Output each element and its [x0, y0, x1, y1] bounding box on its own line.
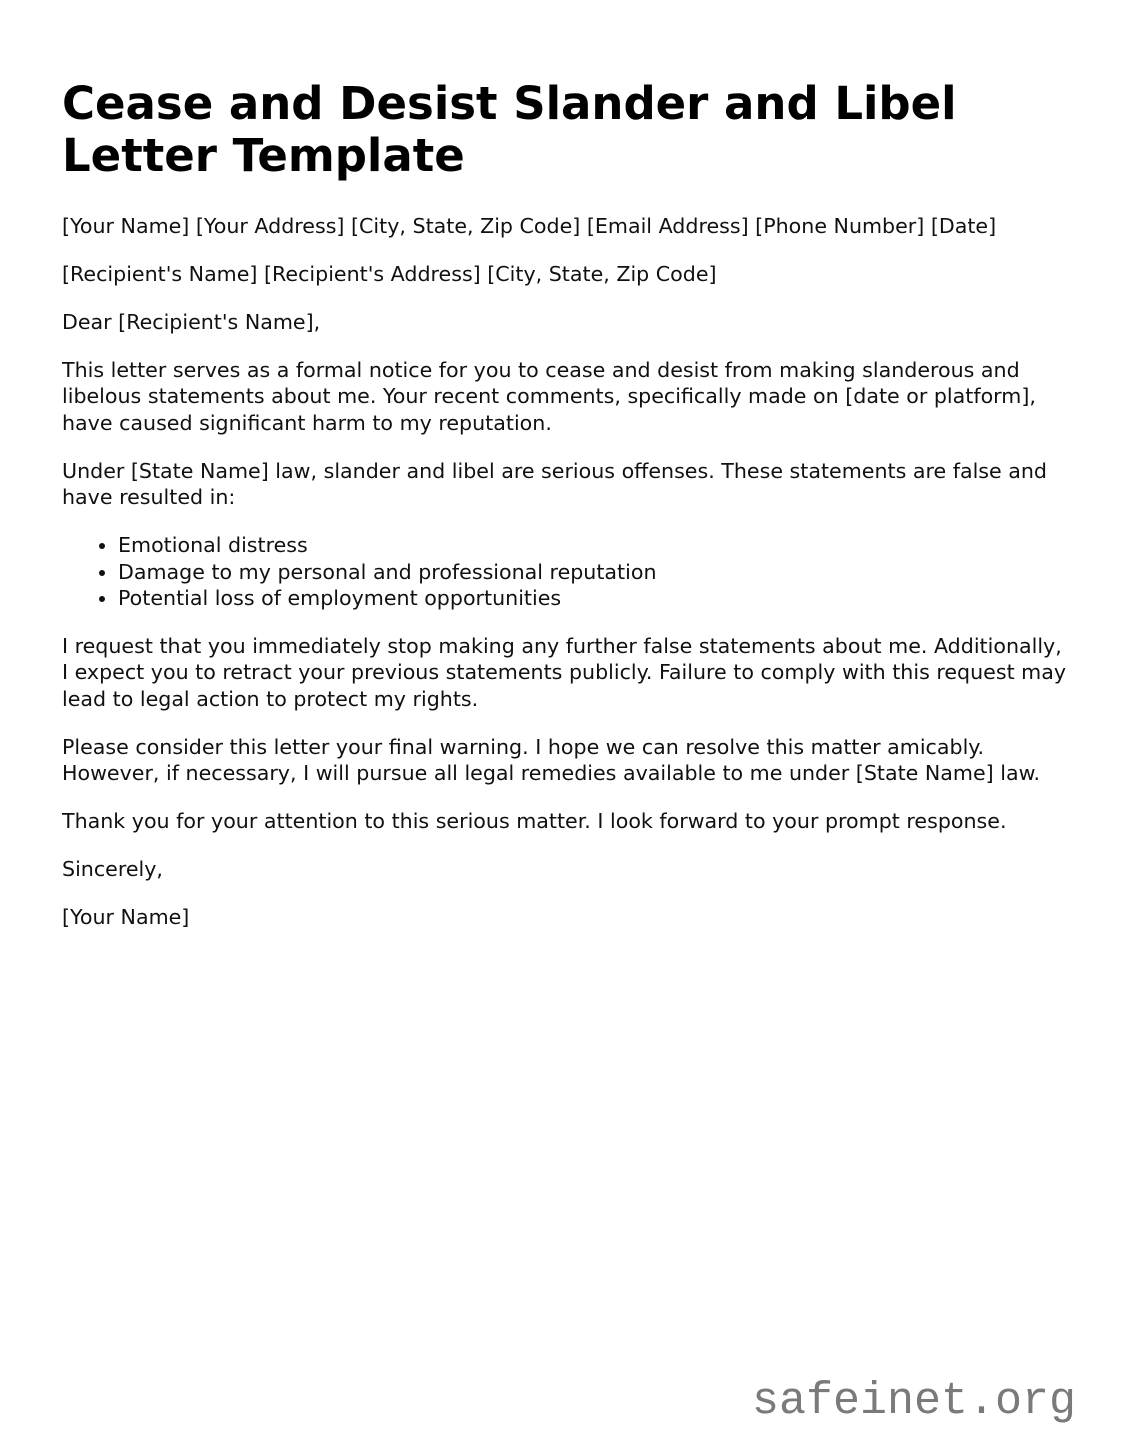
notice-paragraph: This letter serves as a formal notice for you to cease and desist from making slanderous and libelous statements about me. Your recent comments, specifically made on [date or platform], have caused significant harm to my reputation.	[62, 358, 1036, 435]
warning-paragraph: Please consider this letter your final warning. I hope we can resolve this matter amicably. However, if necessary, I will pursue all legal remedies available to me under [State Name] law.	[62, 734, 1041, 786]
recipient-address-block: [Recipient's Name] [Recipient's Address] [City, State, Zip Code]	[62, 262, 717, 286]
harm-list	[62, 532, 1072, 611]
legal-basis-paragraph: Under [State Name] law, slander and libel are serious offenses. These statements are false and have resulted in:	[62, 458, 1047, 510]
sender-address-block: [Your Name] [Your Address] [City, State, Zip Code] [Email Address] [Phone Number] [Date]	[62, 214, 997, 238]
thank-you-paragraph: Thank you for your attention to this serious matter. I look forward to your prompt response.	[62, 809, 1007, 834]
salutation: Dear [Recipient's Name],	[62, 310, 321, 334]
watermark-text: safeinet.org	[752, 1376, 1077, 1427]
document-title: Cease and Desist Slander and Libel Letter Template	[62, 77, 957, 182]
letter-document	[62, 78, 1072, 952]
harm-list-item: • Emotional distress	[118, 532, 1072, 558]
harm-list-item: • Potential loss of employment opportunities	[118, 585, 1072, 611]
harm-list-item: • Damage to my personal and professional reputation	[118, 559, 1072, 585]
demand-paragraph: I request that you immediately stop making any further false statements about me. Additionally, I expect you to retract your previous statements publicly. Failure to comply with this request may lead to legal action to protect my rights.	[62, 634, 1067, 711]
signature-name: [Your Name]	[62, 905, 190, 930]
sign-off: Sincerely,	[62, 857, 163, 882]
